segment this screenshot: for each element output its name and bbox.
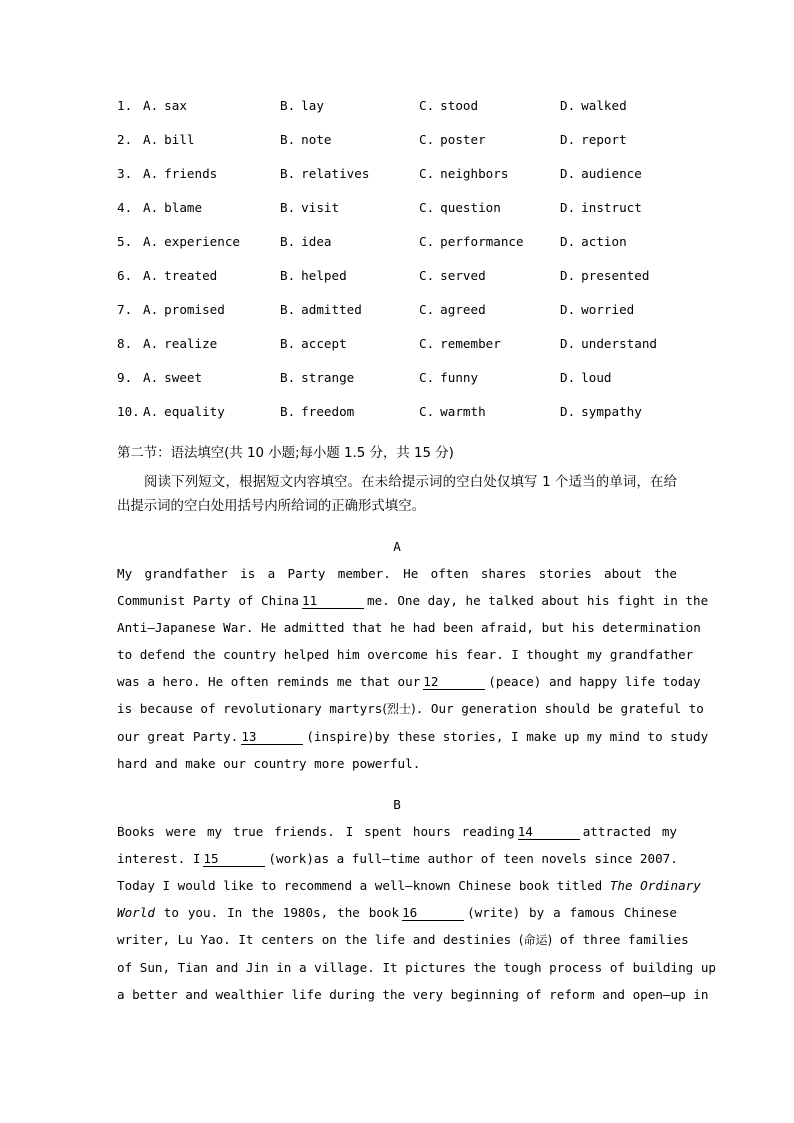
book-title: The Ordinary	[609, 878, 701, 893]
mc-option-d[interactable]	[560, 404, 642, 419]
mc-option-text: agreed	[440, 302, 486, 317]
mc-option-text: accept	[301, 336, 347, 351]
mc-option-letter: B.	[280, 404, 296, 419]
mc-option-letter: B.	[280, 200, 296, 215]
mc-item-number: 6.	[117, 268, 133, 283]
mc-option-text: performance	[440, 234, 524, 249]
mc-option-c[interactable]	[419, 132, 486, 147]
mc-row	[117, 268, 679, 302]
passage-a-body	[117, 560, 709, 777]
mc-option-letter: D.	[560, 98, 576, 113]
mc-option-text: stood	[440, 98, 479, 113]
mc-option-b[interactable]	[280, 336, 347, 351]
passage-a-label: A	[393, 539, 401, 554]
passage-text: of Sun, Tian and Jin in a village. It pictures the tough process of building up	[117, 960, 716, 975]
grammar-section-instructions: 阅读下列短文，根据短文内容填空。在未给提示词的空白处仅填写 1 个适当的单词，在给出提示词的空白处用括号内所给词的正确形式填空。	[117, 475, 677, 514]
mc-option-text: walked	[581, 98, 627, 113]
mc-option-a[interactable]	[143, 404, 225, 419]
mc-option-d[interactable]	[560, 166, 642, 181]
passage-line	[117, 723, 709, 750]
mc-option-c[interactable]	[419, 98, 478, 113]
mc-option-text: blame	[164, 200, 203, 215]
mc-option-letter: C.	[419, 166, 435, 181]
passage-line	[117, 981, 709, 1008]
mc-option-c[interactable]	[419, 336, 501, 351]
passage-line	[117, 587, 709, 614]
mc-option-letter: C.	[419, 404, 435, 419]
mc-option-c[interactable]	[419, 234, 524, 249]
mc-option-c[interactable]	[419, 166, 508, 181]
mc-option-letter: C.	[419, 302, 435, 317]
passage-text: me. One day, he talked about his fight in the	[366, 593, 709, 608]
passage-line	[117, 899, 677, 926]
passage-text: (peace) and happy life today	[488, 674, 701, 689]
mc-option-text: experience	[164, 234, 240, 249]
mc-option-c[interactable]	[419, 404, 486, 419]
mc-row	[117, 234, 679, 268]
mc-option-letter: A.	[143, 200, 159, 215]
mc-option-a[interactable]	[143, 370, 202, 385]
passage-text: our great Party.	[117, 729, 239, 744]
mc-option-c[interactable]	[419, 370, 478, 385]
mc-option-b[interactable]	[280, 234, 332, 249]
mc-option-letter: A.	[143, 370, 159, 385]
mc-option-a[interactable]	[143, 234, 240, 249]
mc-option-letter: B.	[280, 166, 296, 181]
answer-blank[interactable]: 11	[302, 594, 364, 609]
passage-text: to defend the country helped him overcome his fear. I thought my grandfather	[117, 647, 694, 662]
mc-row	[117, 302, 679, 336]
mc-option-b[interactable]	[280, 166, 369, 181]
mc-option-letter: B.	[280, 336, 296, 351]
mc-option-text: promised	[164, 302, 225, 317]
mc-option-letter: A.	[143, 336, 159, 351]
passage-text: to you. In the 1980s, the book	[154, 905, 400, 920]
mc-option-a[interactable]	[143, 302, 225, 317]
chinese-gloss: (烈士)	[382, 702, 416, 716]
mc-row	[117, 200, 679, 234]
mc-option-letter: D.	[560, 166, 576, 181]
mc-option-b[interactable]	[280, 302, 362, 317]
passage-line	[117, 560, 677, 587]
mc-option-letter: D.	[560, 234, 576, 249]
passage-text: My grandfather is a Party member. He often shares stories about the	[117, 566, 677, 581]
passage-text: (inspire)by these stories, I make up my mind to study	[306, 729, 709, 744]
answer-blank[interactable]: 14	[518, 825, 580, 840]
mc-option-a[interactable]	[143, 132, 195, 147]
answer-blank[interactable]: 12	[423, 675, 485, 690]
mc-option-text: presented	[581, 268, 650, 283]
passage-text: writer, Lu Yao. It centers on the life and destinies	[117, 932, 519, 947]
mc-option-b[interactable]	[280, 268, 347, 283]
mc-option-d[interactable]	[560, 370, 612, 385]
mc-item-number: 10.	[117, 404, 140, 419]
mc-option-letter: A.	[143, 166, 159, 181]
answer-blank[interactable]: 16	[402, 906, 464, 921]
passage-b-label: B	[393, 797, 401, 812]
mc-item-number: 8.	[117, 336, 133, 351]
mc-option-letter: A.	[143, 268, 159, 283]
passage-line	[117, 954, 716, 981]
mc-option-d[interactable]	[560, 268, 649, 283]
mc-option-c[interactable]	[419, 268, 486, 283]
mc-option-text: idea	[301, 234, 332, 249]
mc-item-number: 3.	[117, 166, 133, 181]
passage-text: attracted my	[582, 824, 677, 839]
mc-option-text: lay	[301, 98, 324, 113]
mc-option-text: visit	[301, 200, 340, 215]
mc-option-b[interactable]	[280, 200, 339, 215]
mc-option-text: equality	[164, 404, 225, 419]
mc-option-letter: A.	[143, 404, 159, 419]
mc-option-text: worried	[581, 302, 635, 317]
passage-text: Communist Party of China	[117, 593, 299, 608]
mc-option-text: admitted	[301, 302, 362, 317]
mc-row	[117, 98, 679, 132]
mc-option-a[interactable]	[143, 98, 187, 113]
passage-text: . Our generation should be grateful to	[415, 701, 704, 716]
mc-option-text: question	[440, 200, 501, 215]
mc-option-text: instruct	[581, 200, 642, 215]
mc-option-text: relatives	[301, 166, 370, 181]
passage-text: interest. I	[117, 851, 201, 866]
mc-option-letter: D.	[560, 302, 576, 317]
mc-option-a[interactable]	[143, 336, 217, 351]
mc-option-letter: A.	[143, 302, 159, 317]
mc-option-letter: B.	[280, 98, 296, 113]
mc-item-number: 1.	[117, 98, 133, 113]
mc-item-number: 9.	[117, 370, 133, 385]
mc-option-letter: B.	[280, 370, 296, 385]
passage-text: Books were my true friends. I spent hours reading	[117, 824, 515, 839]
mc-option-text: funny	[440, 370, 479, 385]
mc-option-b[interactable]	[280, 132, 332, 147]
mc-option-text: report	[581, 132, 627, 147]
mc-option-d[interactable]	[560, 234, 627, 249]
mc-option-letter: D.	[560, 200, 576, 215]
mc-option-letter: B.	[280, 234, 296, 249]
document-page	[117, 0, 716, 1008]
passage-text: Today I would like to recommend a well—known Chinese book titled	[117, 878, 610, 893]
mc-option-letter: C.	[419, 234, 435, 249]
mc-option-d[interactable]	[560, 132, 627, 147]
mc-option-letter: B.	[280, 132, 296, 147]
passage-text: Anti—Japanese War. He admitted that he had been afraid, but his determination	[117, 620, 701, 635]
mc-option-letter: A.	[143, 98, 159, 113]
mc-option-text: warmth	[440, 404, 486, 419]
mc-row	[117, 336, 679, 370]
mc-option-d[interactable]	[560, 302, 634, 317]
passage-text: of three families	[552, 932, 689, 947]
passage-text: a better and wealthier life during the very beginning of reform and open—up in	[117, 987, 709, 1002]
mc-option-letter: C.	[419, 98, 435, 113]
passage-text: hard and make our country more powerful.	[117, 756, 421, 771]
mc-option-text: note	[301, 132, 332, 147]
passage-text: (work)as a full—time author of teen novels since 2007.	[268, 851, 678, 866]
mc-option-text: freedom	[301, 404, 355, 419]
mc-option-text: neighbors	[440, 166, 509, 181]
mc-option-a[interactable]	[143, 268, 217, 283]
mc-option-text: sympathy	[581, 404, 642, 419]
mc-option-b[interactable]	[280, 370, 354, 385]
passage-line	[117, 695, 704, 723]
mc-option-letter: C.	[419, 336, 435, 351]
mc-option-letter: B.	[280, 268, 296, 283]
mc-row	[117, 132, 679, 166]
passage-line	[117, 872, 701, 899]
passage-line	[117, 614, 701, 641]
passage-line	[117, 845, 677, 872]
passage-text: is because of revolutionary martyrs	[117, 701, 383, 716]
mc-option-letter: D.	[560, 132, 576, 147]
mc-option-text: understand	[581, 336, 657, 351]
mc-option-b[interactable]	[280, 98, 324, 113]
mc-option-text: loud	[581, 370, 612, 385]
mc-option-letter: D.	[560, 404, 576, 419]
passage-b-body	[117, 818, 716, 1008]
passage-line	[117, 668, 701, 695]
mc-item-number: 5.	[117, 234, 133, 249]
mc-option-text: poster	[440, 132, 486, 147]
mc-option-b[interactable]	[280, 404, 354, 419]
multiple-choice-block	[117, 0, 679, 438]
mc-option-text: remember	[440, 336, 501, 351]
mc-option-text: action	[581, 234, 627, 249]
grammar-section-heading: 第二节：语法填空(共 10 小题;每小题 1.5 分，共 15 分)	[117, 446, 454, 461]
mc-option-letter: D.	[560, 268, 576, 283]
mc-row	[117, 370, 679, 404]
answer-blank[interactable]: 15	[203, 852, 265, 867]
mc-option-letter: B.	[280, 302, 296, 317]
mc-row	[117, 404, 679, 438]
mc-option-text: sweet	[164, 370, 203, 385]
mc-option-c[interactable]	[419, 200, 501, 215]
mc-option-letter: C.	[419, 132, 435, 147]
answer-blank[interactable]: 13	[241, 730, 303, 745]
book-title: World	[117, 905, 155, 920]
mc-option-text: served	[440, 268, 486, 283]
mc-option-d[interactable]	[560, 98, 627, 113]
mc-option-letter: A.	[143, 234, 159, 249]
chinese-gloss: (命运)	[518, 933, 553, 947]
mc-option-letter: C.	[419, 200, 435, 215]
mc-item-number: 4.	[117, 200, 133, 215]
mc-option-text: treated	[164, 268, 218, 283]
passage-line	[117, 818, 677, 845]
mc-option-text: audience	[581, 166, 642, 181]
passage-line	[117, 926, 689, 954]
mc-option-text: sax	[164, 98, 187, 113]
passage-text: (write) by a famous Chinese	[467, 905, 677, 920]
mc-option-letter: C.	[419, 268, 435, 283]
mc-option-text: strange	[301, 370, 355, 385]
mc-option-text: realize	[164, 336, 218, 351]
passage-text: was a hero. He often reminds me that our	[117, 674, 421, 689]
mc-item-number: 7.	[117, 302, 133, 317]
mc-option-text: friends	[164, 166, 218, 181]
mc-option-text: bill	[164, 132, 195, 147]
mc-option-text: helped	[301, 268, 347, 283]
mc-option-c[interactable]	[419, 302, 486, 317]
mc-option-letter: D.	[560, 336, 576, 351]
mc-option-d[interactable]	[560, 336, 657, 351]
mc-item-number: 2.	[117, 132, 133, 147]
mc-option-a[interactable]	[143, 166, 217, 181]
passage-line	[117, 750, 677, 777]
mc-option-letter: D.	[560, 370, 576, 385]
mc-option-d[interactable]	[560, 200, 642, 215]
mc-option-letter: A.	[143, 132, 159, 147]
mc-option-a[interactable]	[143, 200, 202, 215]
mc-row	[117, 166, 679, 200]
mc-option-letter: C.	[419, 370, 435, 385]
passage-line	[117, 641, 694, 668]
